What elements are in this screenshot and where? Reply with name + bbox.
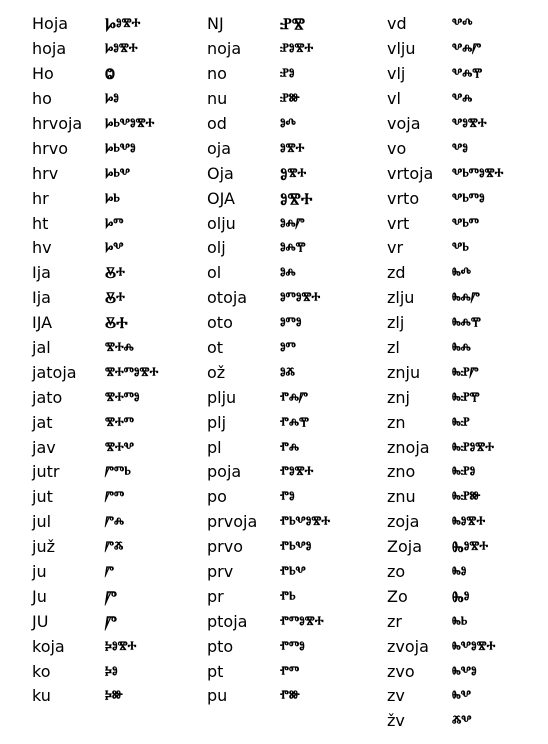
transliteration-row [207,584,330,609]
latin-text: ko [32,661,51,681]
transliteration-row [387,535,503,560]
transliteration-row [387,112,503,137]
transliteration-row [32,659,158,684]
transliteration-row [207,211,330,236]
latin-text: olj [207,238,226,258]
transliteration-row [32,485,158,510]
transliteration-row [32,112,158,137]
transliteration-row [387,385,503,410]
glagolitic-text: ⱓⱅⱃ [105,462,131,482]
latin-text: vl [387,89,401,109]
transliteration-row [32,336,158,361]
glagolitic-text: Ⰻⰰ [105,263,125,283]
latin-text: JU [32,611,49,631]
latin-text: ju [32,562,47,582]
latin-text: hoja [32,39,67,59]
transliteration-row [387,37,503,62]
glagolitic-text: ⰶⰲ [452,711,472,731]
glagolitic-text: ⰽⱁⰺⰰ [105,636,137,656]
latin-text: Ija [32,263,51,283]
glagolitic-text: ⱈⱃⰲⱁⰺⰰ [105,114,155,133]
latin-text: vrt [387,213,410,233]
transliteration-row [207,186,330,211]
transliteration-row [32,535,158,560]
transliteration-row [32,236,158,261]
transliteration-row [387,161,503,186]
latin-text: po [207,487,227,507]
transliteration-row [387,485,503,510]
transliteration-row [32,360,158,385]
transliteration-row [207,37,330,62]
glagolitic-text: ⱁⱅⱁ [280,313,302,333]
transliteration-row [32,435,158,460]
latin-text: ht [32,213,49,233]
transliteration-row [32,634,158,659]
latin-text: jul [32,512,52,532]
latin-text: Oja [207,163,234,183]
latin-text: oto [207,313,233,333]
latin-text: Zoja [387,537,422,557]
glagolitic-text: ⱈⱁⰺⰰ [105,39,138,59]
latin-text: juž [32,537,55,557]
transliteration-row [207,286,330,311]
glagolitic-text: ⰸⱀⱆ [452,487,481,507]
latin-text: IJA [32,313,53,333]
transliteration-row [387,336,503,361]
latin-text: znoja [387,437,430,457]
glagolitic-text: ⰑⰊⰀ [280,188,313,208]
latin-text: hrvoja [32,114,83,133]
glagolitic-text: ⱁⱅ [280,338,296,358]
latin-text: nu [207,89,228,109]
latin-text: Ija [32,288,51,308]
transliteration-row [32,510,158,535]
latin-text: hrvo [32,138,68,158]
latin-text: NJ [207,14,224,34]
latin-text: žv [387,711,405,731]
latin-text: poja [207,462,242,482]
glagolitic-text: ⱁⰾⰹ [280,238,306,258]
latin-text: zoja [387,512,420,532]
glagolitic-text: ⱂⱃⰲⱁ [280,537,312,557]
glagolitic-text: ⰸⰲⱁⰺⰰ [452,636,496,656]
transliteration-row [387,12,503,37]
latin-text: znu [387,487,416,507]
glagolitic-text: ⰲⰴ [452,14,473,34]
glagolitic-text: ⱂⱃⰲⱁⰺⰰ [280,512,331,532]
transliteration-row [207,535,330,560]
glagolitic-text: ⱁⰾⱓ [280,213,305,233]
glagolitic-text: ⰲⱃⱅⱁⰺⰰ [452,163,504,183]
transliteration-row [32,286,158,311]
glagolitic-text: Ⱁⰺⰰ [280,163,307,183]
glagolitic-text: ⱂⱅⱁⰺⰰ [280,611,324,631]
latin-text: OJA [207,188,235,208]
transliteration-row [387,261,503,286]
latin-text: no [207,64,227,84]
transliteration-row [207,360,330,385]
latin-text: zlju [387,288,415,308]
latin-text: zv [387,686,405,706]
glagolitic-text: ⰲⱁⰺⰰ [452,114,487,133]
transliteration-row [387,186,503,211]
transliteration-row [207,236,330,261]
transliteration-row [207,609,330,634]
transliteration-row [207,410,330,435]
transliteration-row [207,336,330,361]
latin-text: Zo [387,586,408,606]
latin-text: ku [32,686,51,706]
latin-text: vrto [387,188,420,208]
latin-text: vd [387,14,407,34]
glagolitic-text: ⱂⱁ [280,487,295,507]
glagolitic-text: ⱁⱅⱁⰺⰰ [280,288,321,308]
glagolitic-text: ⱂⱁⰺⰰ [280,462,314,482]
glagolitic-text: Ⱈⱁⰺⰰ [105,14,141,34]
transliteration-row [387,360,503,385]
latin-text: pr [207,586,224,606]
latin-text: ptoja [207,611,248,631]
latin-text: pt [207,661,224,681]
transliteration-row [207,87,330,112]
glagolitic-text: ⰸⱀⱁ [452,462,476,482]
glagolitic-text: ⱓⰾ [105,512,125,532]
latin-text: koja [32,636,65,656]
transliteration-row [387,659,503,684]
glagolitic-text: ⱓⰶ [105,537,124,557]
latin-text: znj [387,387,410,407]
glagolitic-text: ⱁⰶ [280,362,295,382]
transliteration-row [387,460,503,485]
glagolitic-text: Ⰸⱁⰺⰰ [452,537,489,557]
glagolitic-text: ⱓ [105,562,115,582]
glagolitic-text: ⰸⰾⰹ [452,313,481,333]
glagolitic-text: ⱈⱃ [105,188,120,208]
transliteration-row [387,584,503,609]
glagolitic-text: ⰐⰊ [280,14,306,34]
glagolitic-text: ⰸⱀⱁⰺⰰ [452,437,495,457]
latin-text: noja [207,39,242,59]
latin-text: ho [32,89,52,109]
latin-text: hr [32,188,49,208]
glagolitic-text: ⰽⱁ [105,661,118,681]
transliteration-row [32,12,158,37]
transliteration-row [387,684,503,709]
glagolitic-text: ⰲⱁ [452,138,468,158]
glagolitic-text: Ⰸⱁ [452,586,470,606]
latin-text: zlj [387,313,405,333]
glagolitic-text: ⱁⰴ [280,114,296,133]
latin-text: Ho [32,64,54,84]
glagolitic-text: Ⱉ [105,64,115,84]
latin-text: Hoja [32,14,69,34]
glagolitic-text: ⰺⰰⱅⱁ [105,387,140,407]
glagolitic-text: ⱈⱃⰲ [105,163,130,183]
latin-text: plju [207,387,237,407]
glagolitic-text: ⱈⱅ [105,213,124,233]
transliteration-row [32,460,158,485]
glagolitic-text: ⱂⱅ [280,661,300,681]
glagolitic-text: ⰺⰰⰾ [105,338,134,358]
latin-text: zvoja [387,636,429,656]
latin-text: prvoja [207,512,258,532]
glagolitic-text: ⰲⰾⱓ [452,39,482,59]
glagolitic-text: ⰲⱃⱅⱁ [452,188,485,208]
latin-text: oja [207,138,232,158]
latin-text: zn [387,412,406,432]
latin-text: zl [387,338,400,358]
transliteration-row [32,410,158,435]
glagolitic-text: ⱂⱃⰲ [280,562,306,582]
transliteration-row [387,410,503,435]
column-2 [207,12,330,709]
latin-text: pu [207,686,228,706]
glagolitic-text: ⰸⰲⱁ [452,661,477,681]
transliteration-row [207,659,330,684]
glagolitic-text: ⱈⰲ [105,238,124,258]
glagolitic-text: ⱁⰾ [280,263,296,283]
glagolitic-text: ⰸⱁⰺⰰ [452,512,486,532]
latin-text: jat [32,412,53,432]
glagolitic-text: ⰲⱃⱅ [452,213,479,233]
transliteration-row [32,311,158,336]
latin-text: plj [207,412,227,432]
transliteration-row [387,311,503,336]
transliteration-row [207,136,330,161]
transliteration-row [207,311,330,336]
latin-text: olju [207,213,236,233]
latin-text: zr [387,611,402,631]
transliteration-row [387,435,503,460]
transliteration-row [207,510,330,535]
glagolitic-text: ⱀⱆ [280,89,300,109]
latin-text: jato [32,387,63,407]
latin-text: voja [387,114,421,133]
column-3 [387,12,503,734]
transliteration-row [207,435,330,460]
latin-text: jut [32,487,53,507]
latin-text: zno [387,462,416,482]
latin-text: vo [387,138,407,158]
glagolitic-text: ⱁⰺⰰ [280,138,305,158]
transliteration-row [387,510,503,535]
glagolitic-text: ⰲⰾⰹ [452,64,483,84]
glagolitic-text: ⰸⱀ [452,412,470,432]
column-1 [32,12,158,709]
transliteration-row [207,634,330,659]
latin-text: jatoja [32,362,77,382]
latin-text: zo [387,562,406,582]
glagolitic-text: ⰸⱃ [452,611,468,631]
transliteration-row [32,211,158,236]
glagolitic-text: ⰸⰾ [452,338,471,358]
transliteration-row [207,62,330,87]
latin-text: od [207,114,227,133]
latin-text: vlj [387,64,406,84]
latin-text: prvo [207,537,243,557]
transliteration-row [207,485,330,510]
glagolitic-text: ⱀⱁ [280,64,295,84]
glagolitic-text: ⰲⱃ [452,238,469,258]
glagolitic-text: ⰋⰀ [105,313,128,333]
glagolitic-text: ⰸⰾⱓ [452,288,480,308]
transliteration-row [387,609,503,634]
latin-text: jal [32,338,51,358]
glagolitic-text: ⱀⱁⰺⰰ [280,39,314,59]
latin-text: zd [387,263,406,283]
latin-text: zvo [387,661,415,681]
glagolitic-text: ⰺⰰⱅⱁⰺⰰ [105,362,159,382]
glagolitic-text: Ⰻⰰ [105,288,125,308]
glagolitic-text: Ⱓ [105,586,118,606]
glagolitic-text: ⰸⱁ [452,562,467,582]
transliteration-row [387,87,503,112]
latin-text: prv [207,562,234,582]
transliteration-row [207,112,330,137]
transliteration-row [207,460,330,485]
glagolitic-text: ⰽⱆ [105,686,123,706]
glagolitic-text: ⱂⱅⱁ [280,636,305,656]
glagolitic-text: ⰺⰰⱅ [105,412,134,432]
transliteration-row [32,62,158,87]
glagolitic-text: Ⱓ [105,611,118,631]
transliteration-row [32,584,158,609]
transliteration-row [32,37,158,62]
glagolitic-text: ⰸⱀⰹ [452,387,480,407]
glagolitic-text: ⰸⰴ [452,263,472,283]
latin-text: pl [207,437,222,457]
transliteration-row [387,286,503,311]
latin-text: hrv [32,163,59,183]
transliteration-row [207,560,330,585]
transliteration-row [32,186,158,211]
latin-text: znju [387,362,421,382]
glagolitic-text: ⱂⰾ [280,437,299,457]
transliteration-row [207,385,330,410]
glagolitic-text: ⱂⱃ [280,586,296,606]
transliteration-row [32,560,158,585]
transliteration-row [32,385,158,410]
transliteration-row [32,87,158,112]
latin-text: jutr [32,462,60,482]
glagolitic-text: ⰲⰾ [452,89,473,109]
transliteration-row [387,136,503,161]
latin-text: vr [387,238,404,258]
transliteration-row [387,560,503,585]
transliteration-row [207,684,330,709]
transliteration-row [32,684,158,709]
latin-text: vrtoja [387,163,434,183]
glagolitic-text: ⱂⱆ [280,686,300,706]
transliteration-row [207,12,330,37]
transliteration-row [207,161,330,186]
transliteration-row [32,261,158,286]
glagolitic-text: ⰸⱀⱓ [452,362,479,382]
transliteration-row [387,236,503,261]
transliteration-row [387,211,503,236]
glagolitic-text: ⱈⱁ [105,89,119,109]
transliteration-row [387,634,503,659]
transliteration-row [32,161,158,186]
latin-text: Ju [32,586,47,606]
glagolitic-text: ⱂⰾⰹ [280,412,309,432]
transliteration-row [387,709,503,734]
latin-text: ož [207,362,226,382]
latin-text: ol [207,263,222,283]
latin-text: jav [32,437,56,457]
transliteration-row [207,261,330,286]
latin-text: pto [207,636,234,656]
transliteration-row [387,62,503,87]
transliteration-row [32,136,158,161]
glagolitic-text: ⰺⰰⰲ [105,437,134,457]
glagolitic-text: ⰸⰲ [452,686,472,706]
glagolitic-text: ⱂⰾⱓ [280,387,309,407]
glagolitic-text: ⱈⱃⰲⱁ [105,138,136,158]
latin-text: ot [207,338,224,358]
latin-text: vlju [387,39,416,59]
latin-text: hv [32,238,52,258]
glagolitic-text: ⱓⱅ [105,487,125,507]
transliteration-row [32,609,158,634]
latin-text: otoja [207,288,248,308]
